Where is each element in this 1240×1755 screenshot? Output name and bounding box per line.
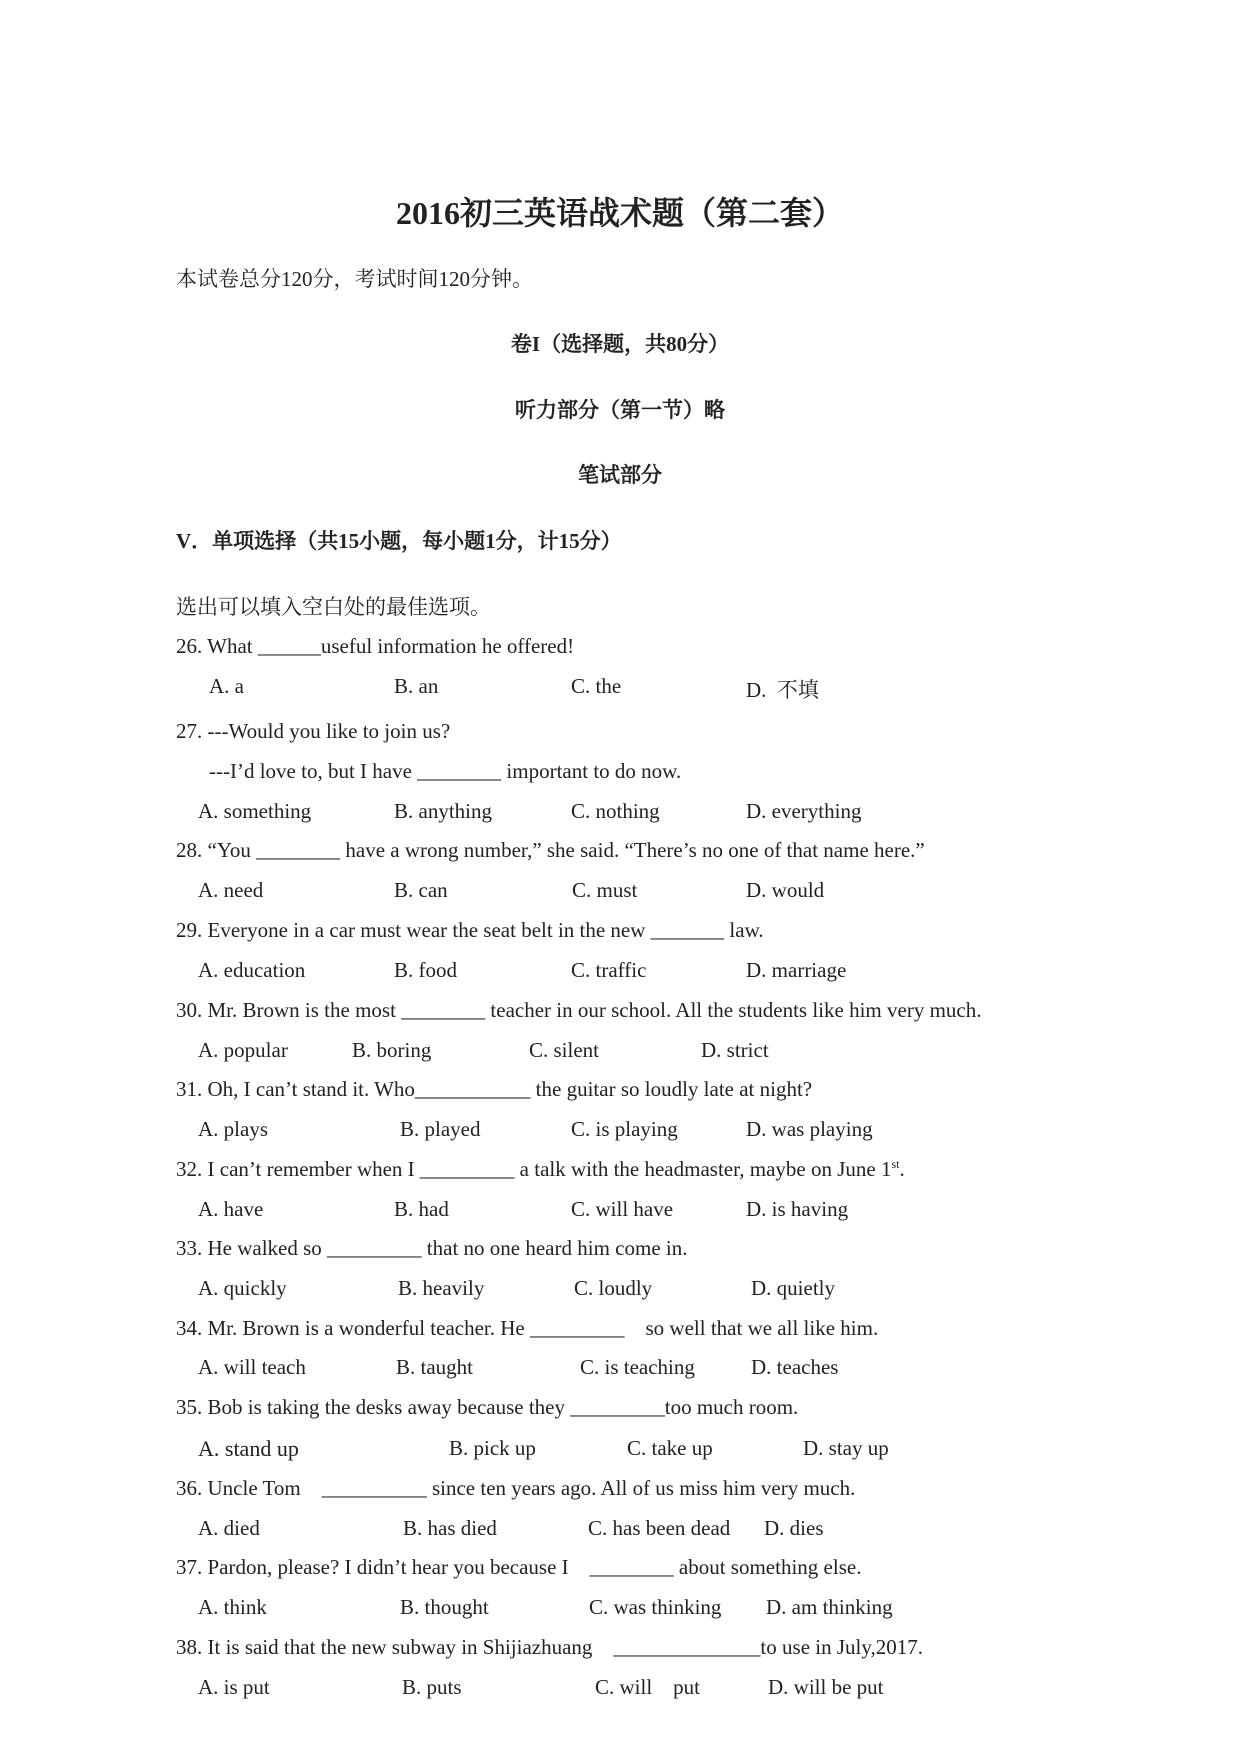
- option-c: C. take up: [627, 1436, 713, 1460]
- option-d: D. teaches: [751, 1355, 839, 1379]
- option-b: B. puts: [402, 1675, 462, 1699]
- option-a: A. plays: [198, 1117, 268, 1141]
- question-stem: 30. Mr. Brown is the most ________ teacher in our school. All the students like him very much.: [176, 998, 982, 1022]
- option-b: B. pick up: [449, 1436, 536, 1460]
- option-c: C. loudly: [574, 1276, 653, 1300]
- option-d: D. marriage: [746, 958, 847, 982]
- option-c: C. will put: [595, 1675, 701, 1699]
- question-stem-text: 32. I can’t remember when I _________ a talk with the headmaster, maybe on June 1: [176, 1157, 892, 1181]
- question-stem: 34. Mr. Brown is a wonderful teacher. He _________ so well that we all like him.: [176, 1316, 879, 1340]
- option-d: D. is having: [746, 1197, 849, 1221]
- option-c: C. is teaching: [580, 1355, 695, 1379]
- question-stem: 31. Oh, I can’t stand it. Who___________ the guitar so loudly late at night?: [176, 1077, 813, 1101]
- option-c: C. must: [572, 878, 638, 902]
- option-a: A. education: [198, 958, 306, 982]
- option-c: C. nothing: [571, 799, 660, 823]
- option-b: B. anything: [394, 799, 492, 823]
- option-d: D. strict: [701, 1038, 769, 1062]
- option-a: A. stand up: [198, 1436, 299, 1461]
- option-a: A. popular: [198, 1038, 288, 1062]
- ordinal-suffix: st: [891, 1157, 900, 1171]
- option-b: B. had: [394, 1197, 449, 1221]
- option-a: A. a: [209, 674, 244, 698]
- option-d: D. stay up: [803, 1436, 889, 1460]
- option-b: B. food: [394, 958, 457, 982]
- option-c: C. traffic: [571, 958, 647, 982]
- question-stem: [176, 1157, 905, 1182]
- question-stem-line2: ---I’d love to, but I have ________ important to do now.: [209, 759, 682, 783]
- listening-heading: 听力部分（第一节）略: [515, 398, 725, 422]
- option-b: B. an: [394, 674, 439, 698]
- option-c: C. silent: [529, 1038, 600, 1062]
- option-d: D. everything: [746, 799, 862, 823]
- option-b: B. taught: [396, 1355, 473, 1379]
- question-stem: 36. Uncle Tom __________ since ten years ago. All of us miss him very much.: [176, 1476, 856, 1500]
- option-d: D. will be put: [768, 1675, 884, 1699]
- option-a: A. something: [198, 799, 312, 823]
- option-d: D. was playing: [746, 1117, 873, 1141]
- option-a: A. died: [198, 1516, 260, 1540]
- option-c: C. was thinking: [589, 1595, 722, 1619]
- written-heading: 笔试部分: [578, 463, 662, 487]
- option-a: A. have: [198, 1197, 264, 1221]
- option-b: B. heavily: [398, 1276, 485, 1300]
- instruction-text: 选出可以填入空白处的最佳选项。: [176, 595, 491, 619]
- option-a: A. quickly: [198, 1276, 287, 1300]
- option-b: B. can: [394, 878, 448, 902]
- option-a: A. is put: [198, 1675, 270, 1699]
- question-stem: 37. Pardon, please? I didn’t hear you because I ________ about something else.: [176, 1555, 862, 1579]
- option-b: B. has died: [403, 1516, 497, 1540]
- option-b: B. played: [400, 1117, 481, 1141]
- option-a: A. need: [198, 878, 264, 902]
- option-b: B. thought: [400, 1595, 489, 1619]
- option-c: C. will have: [571, 1197, 674, 1221]
- option-d: D. 不填: [746, 678, 819, 702]
- option-c: C. the: [571, 674, 622, 698]
- question-stem: 33. He walked so _________ that no one heard him come in.: [176, 1236, 688, 1260]
- option-a: A. will teach: [198, 1355, 306, 1379]
- question-stem: 26. What ______useful information he offered!: [176, 634, 575, 658]
- option-b: B. boring: [352, 1038, 432, 1062]
- question-stem: 29. Everyone in a car must wear the seat belt in the new _______ law.: [176, 918, 764, 942]
- part-heading: 卷I（选择题，共80分）: [510, 332, 730, 356]
- question-stem: 38. It is said that the new subway in Shijiazhuang ______________to use in July,2017.: [176, 1635, 923, 1659]
- option-d: D. would: [746, 878, 825, 902]
- option-d: D. dies: [764, 1516, 824, 1540]
- page-title: 2016初三英语战术题（第二套）: [395, 195, 844, 231]
- option-d: D. quietly: [751, 1276, 835, 1300]
- stem-end: .: [899, 1157, 905, 1181]
- option-d: D. am thinking: [766, 1595, 893, 1619]
- option-c: C. is playing: [571, 1117, 678, 1141]
- option-c: C. has been dead: [588, 1516, 731, 1540]
- section-heading: V．单项选择（共15小题，每小题1分，计15分）: [176, 529, 622, 553]
- exam-intro: 本试卷总分120分，考试时间120分钟。: [176, 267, 533, 291]
- option-a: A. think: [198, 1595, 267, 1619]
- question-stem: 35. Bob is taking the desks away because they _________too much room.: [176, 1395, 799, 1419]
- question-stem: 28. “You ________ have a wrong number,” she said. “There’s no one of that name here.”: [176, 838, 925, 862]
- question-stem: 27. ---Would you like to join us?: [176, 719, 451, 743]
